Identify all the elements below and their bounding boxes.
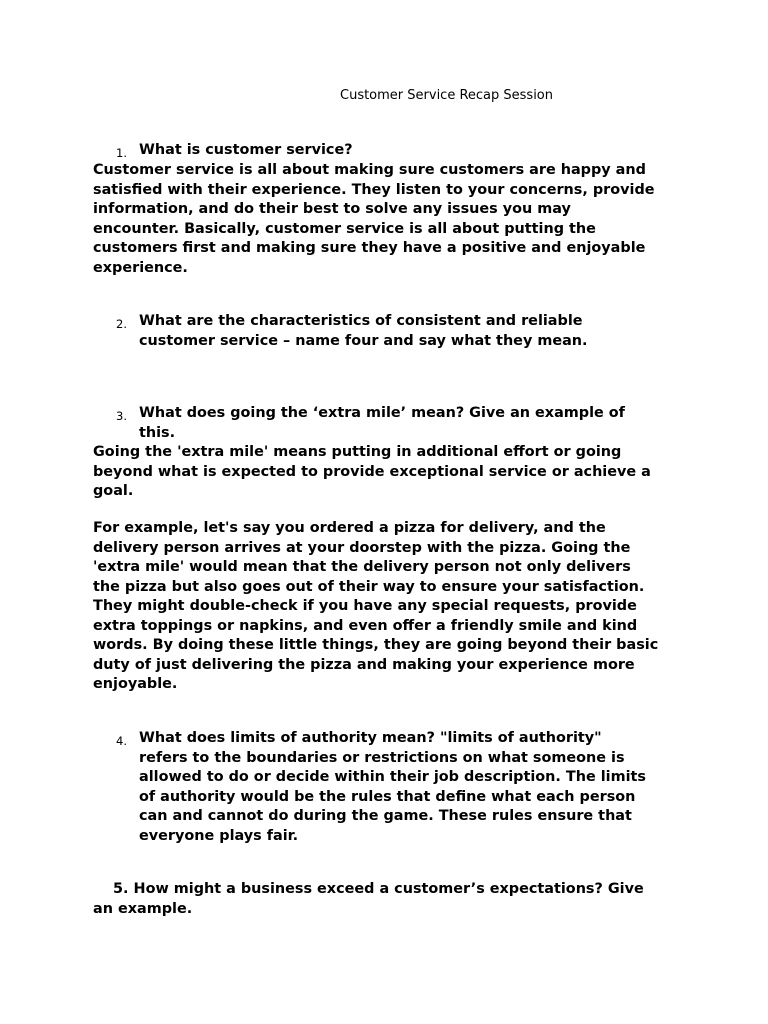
answer-3-example-line: For example, let's say you ordered a pizza for delivery, and the bbox=[93, 520, 606, 536]
question-1-line: What is customer service? bbox=[139, 142, 353, 158]
question-5 bbox=[93, 880, 683, 919]
question-1 bbox=[139, 141, 353, 161]
question-4-line: everyone plays fair. bbox=[139, 827, 299, 844]
answer-3-example-line: delivery person arrives at your doorstep with the pizza. Going the bbox=[93, 539, 631, 556]
question-4-line: What does limits of authority mean? "limits of authority" bbox=[139, 730, 602, 746]
question-4-line: refers to the boundaries or restrictions on what someone is bbox=[139, 749, 625, 766]
question-3-line: this. bbox=[139, 424, 176, 441]
answer-1-line: Customer service is all about making sure customers are happy and bbox=[93, 162, 646, 178]
answer-3-line: goal. bbox=[93, 483, 134, 499]
question-3-line: What does going the ‘extra mile’ mean? Give an example of bbox=[139, 405, 625, 421]
answer-3-example-line: words. By doing these little things, they are going beyond their basic bbox=[93, 637, 659, 653]
question-3-number: 3. bbox=[116, 409, 127, 423]
answer-1-line: information, and do their best to solve any issues you may bbox=[93, 201, 571, 217]
answer-1-line: encounter. Basically, customer service is all about putting the bbox=[93, 220, 596, 237]
answer-3-example-line: the pizza but also goes out of their way to ensure your satisfaction. bbox=[93, 578, 645, 595]
question-2-line: customer service – name four and say what they mean. bbox=[139, 332, 588, 349]
question-2-line: What are the characteristics of consistent and reliable bbox=[139, 313, 583, 329]
question-4-line: allowed to do or decide within their job description. The limits bbox=[139, 769, 646, 786]
answer-3-line: Going the 'extra mile' means putting in additional effort or going bbox=[93, 444, 622, 460]
answer-1 bbox=[93, 161, 683, 278]
question-5-line: 5. How might a business exceed a customer’s expectations? Give bbox=[93, 881, 644, 897]
answer-1-line: experience. bbox=[93, 259, 188, 276]
answer-3-definition bbox=[93, 443, 683, 502]
answer-3-example-line: enjoyable. bbox=[93, 676, 178, 692]
answer-3-example-line: 'extra mile' would mean that the delivery person not only delivers bbox=[93, 559, 631, 575]
question-4-line: can and cannot do during the game. These rules ensure that bbox=[139, 808, 632, 825]
answer-3-example bbox=[93, 519, 683, 695]
answer-3-example-line: extra toppings or napkins, and even offer a friendly smile and kind bbox=[93, 617, 638, 634]
document-title: Customer Service Recap Session bbox=[340, 88, 554, 103]
answer-3-example-line: They might double-check if you have any special requests, provide bbox=[93, 598, 637, 614]
question-4-number: 4. bbox=[116, 734, 127, 748]
answer-1-line: customers first and making sure they have a positive and enjoyable bbox=[93, 240, 646, 256]
question-4-line: of authority would be the rules that define what each person bbox=[139, 788, 636, 805]
question-3 bbox=[139, 404, 625, 443]
question-2 bbox=[139, 312, 588, 351]
question-5-line: an example. bbox=[93, 900, 193, 917]
question-2-number: 2. bbox=[116, 317, 127, 331]
answer-3-example-line: duty of just delivering the pizza and making your experience more bbox=[93, 656, 635, 673]
answer-1-line: satisfied with their experience. They listen to your concerns, provide bbox=[93, 181, 655, 198]
question-1-number: 1. bbox=[116, 146, 127, 160]
question-4 bbox=[139, 729, 646, 847]
answer-3-line: beyond what is expected to provide exceptional service or achieve a bbox=[93, 463, 651, 480]
